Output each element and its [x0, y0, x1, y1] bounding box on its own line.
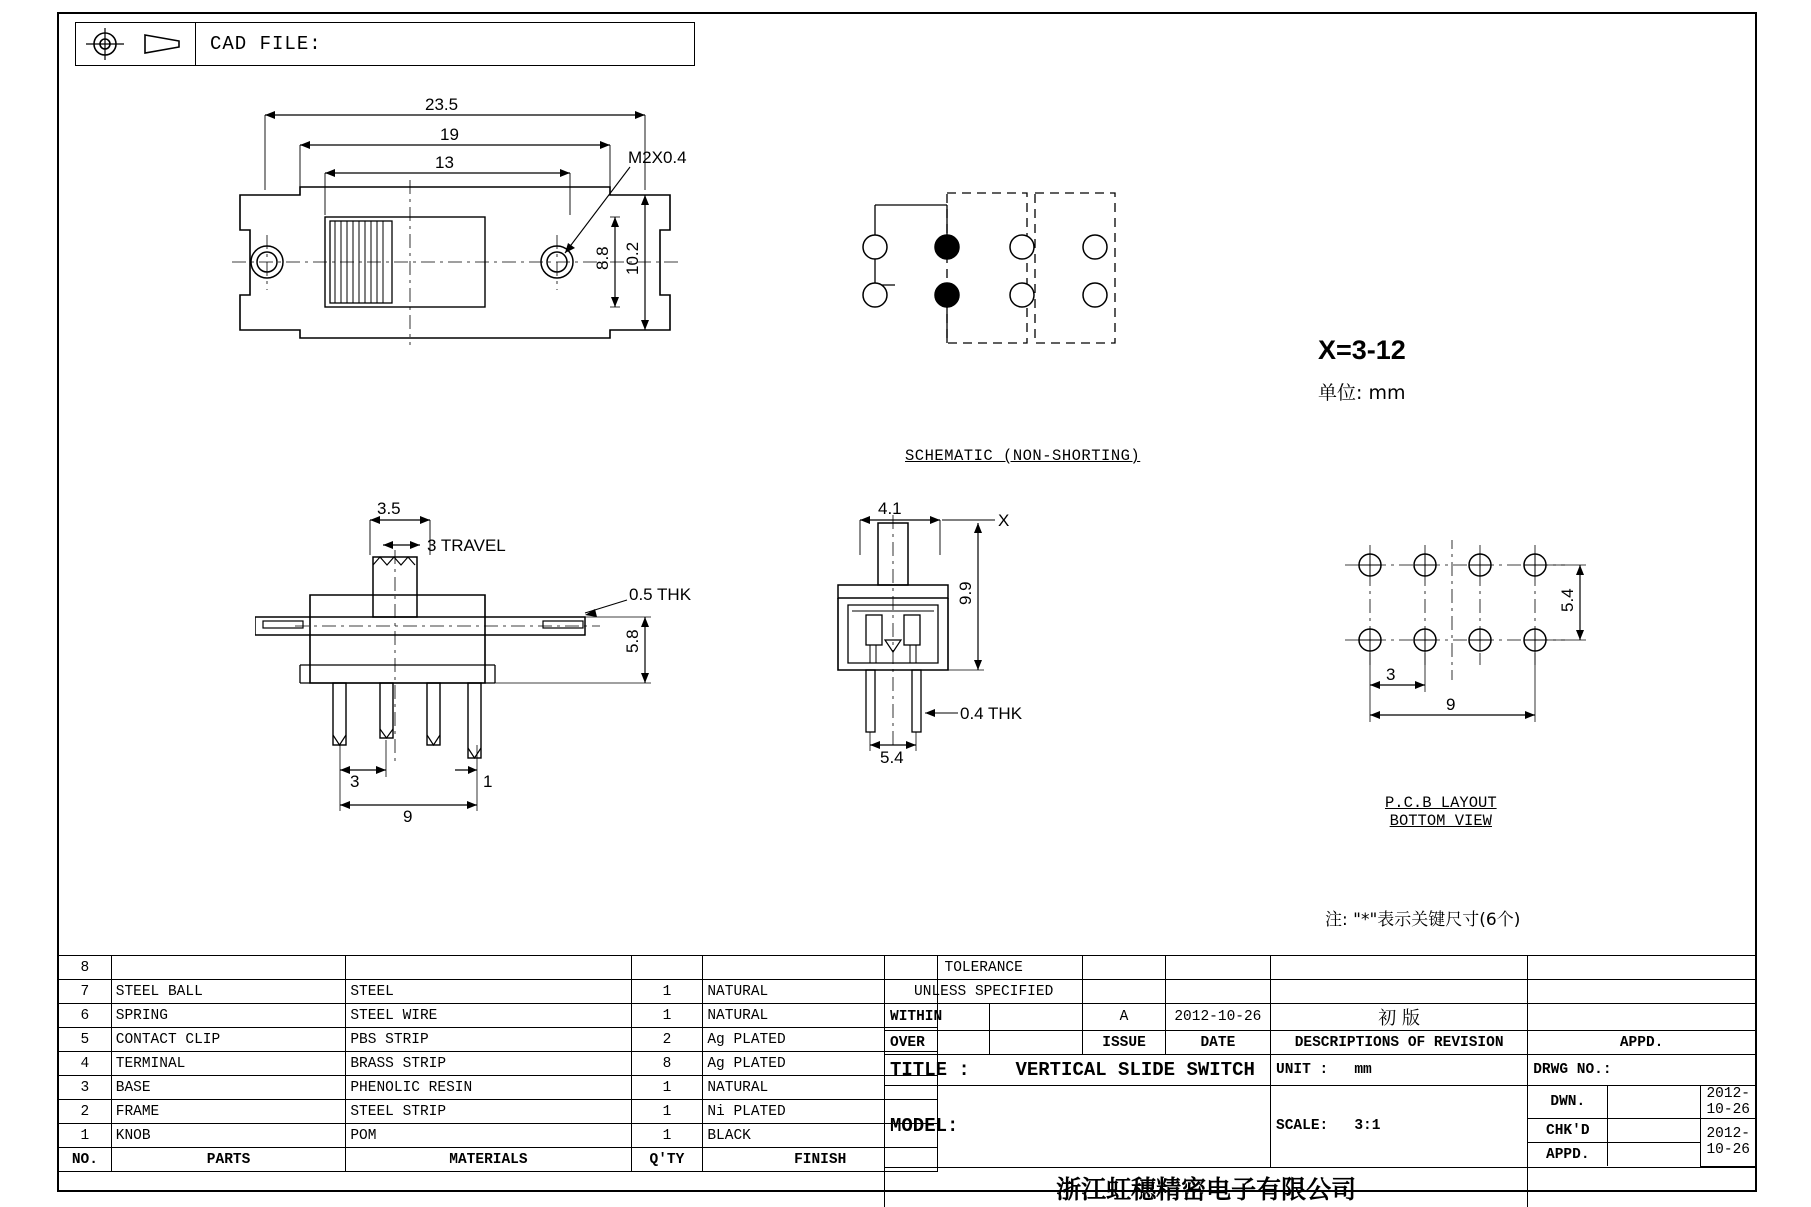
title-label: TITLE : [890, 1059, 970, 1081]
bom-no: 4 [59, 1052, 112, 1076]
title-row [885, 1055, 1271, 1086]
dwn-value [1608, 1086, 1701, 1119]
pcb-layout-drawing [1340, 540, 1620, 790]
appd-blank-2 [1528, 980, 1756, 1004]
svg-text:X: X [998, 511, 1010, 530]
bom-table [58, 955, 938, 1172]
svg-text:19: 19 [440, 125, 459, 144]
title-value: VERTICAL SLIDE SWITCH [1015, 1059, 1255, 1081]
bom-no: 5 [59, 1028, 112, 1052]
bom-no: 2 [59, 1100, 112, 1124]
tolerance-blank-1 [1083, 956, 1165, 980]
appd-value-row [1608, 1143, 1701, 1167]
bom-material: STEEL WIRE [346, 1004, 631, 1028]
table-row [59, 956, 938, 980]
drwg-no-cell [1528, 1055, 1756, 1086]
bom-no: 3 [59, 1076, 112, 1100]
within-value [989, 1004, 1083, 1031]
table-row [59, 1052, 938, 1076]
svg-text:1: 1 [483, 772, 493, 791]
scale-cell [1271, 1086, 1528, 1168]
svg-text:9: 9 [1446, 695, 1456, 714]
over-value [989, 1031, 1083, 1055]
tolerance-label-1: TOLERANCE [885, 956, 1083, 980]
bom-col-no: NO. [59, 1148, 112, 1172]
bom-col-finish: FINISH [703, 1148, 938, 1172]
appd-header: APPD. [1528, 1031, 1756, 1055]
bom-material: STEEL [346, 980, 631, 1004]
svg-text:5.4: 5.4 [1558, 588, 1577, 612]
scale-value: 3:1 [1354, 1118, 1381, 1135]
svg-text:23.5: 23.5 [425, 95, 459, 114]
dwn-date: 2012-10-26 [1701, 1086, 1755, 1119]
issue-label: ISSUE [1083, 1031, 1165, 1055]
appd-value [1528, 1004, 1756, 1031]
bom-qty: 1 [631, 1124, 703, 1148]
front-view-drawing [830, 495, 1160, 855]
chkd-value [1608, 1119, 1701, 1143]
table-row [59, 1076, 938, 1100]
side-view-drawing [255, 495, 815, 855]
top-view-drawing [220, 95, 780, 375]
revision-desc-value: 初 版 [1271, 1004, 1528, 1031]
scale-label: SCALE: [1276, 1118, 1329, 1135]
appd-date: 2012-10-26 [1701, 1119, 1755, 1167]
bom-header-row [59, 1148, 938, 1172]
svg-text:M2X0.4: M2X0.4 [628, 148, 687, 167]
tolerance-blank-3 [1083, 980, 1165, 1004]
svg-text:9: 9 [403, 807, 413, 826]
svg-text:9.9: 9.9 [956, 581, 975, 605]
date-value: 2012-10-26 [1165, 1004, 1270, 1031]
bom-finish: BLACK [703, 1124, 938, 1148]
svg-text:3: 3 [350, 772, 360, 791]
bom-col-qty: Q'TY [631, 1148, 703, 1172]
company-spacer [1528, 1167, 1756, 1207]
svg-text:0.4 THK: 0.4 THK [960, 704, 1023, 723]
cad-file-header [75, 22, 695, 66]
bom-finish: Ag PLATED [703, 1052, 938, 1076]
bom-finish: NATURAL [703, 980, 938, 1004]
bom-no: 1 [59, 1124, 112, 1148]
bom-finish: Ag PLATED [703, 1028, 938, 1052]
unit-label: UNIT : [1276, 1062, 1329, 1078]
tolerance-label-2: UNLESS SPECIFIED [885, 980, 1083, 1004]
model-row [885, 1086, 1271, 1168]
bom-col-parts: PARTS [111, 1148, 346, 1172]
revision-blank-1 [1271, 956, 1528, 980]
svg-text:8.8: 8.8 [593, 246, 612, 270]
tolerance-blank-2 [1165, 956, 1270, 980]
title-block [884, 955, 1756, 1207]
bom-material: POM [346, 1124, 631, 1148]
model-label: MODEL: [890, 1115, 959, 1138]
cad-file-label: CAD FILE: [210, 33, 322, 55]
appd-label: APPD. [1528, 1143, 1608, 1167]
bom-part: SPRING [111, 1004, 346, 1028]
svg-text:5.8: 5.8 [623, 629, 642, 653]
svg-text:3.5: 3.5 [377, 499, 401, 518]
bom-qty: 1 [631, 1076, 703, 1100]
within-label: WITHIN [885, 1004, 990, 1031]
table-row [59, 1100, 938, 1124]
bom-material: STEEL STRIP [346, 1100, 631, 1124]
bom-part: KNOB [111, 1124, 346, 1148]
bom-material: PHENOLIC RESIN [346, 1076, 631, 1100]
table-row [59, 1028, 938, 1052]
bom-qty: 1 [631, 1004, 703, 1028]
revision-desc-header: DESCRIPTIONS OF REVISION [1271, 1031, 1528, 1055]
bom-part: FRAME [111, 1100, 346, 1124]
over-label: OVER [885, 1031, 990, 1055]
first-angle-projection-icon [76, 23, 196, 65]
bom-qty: 2 [631, 1028, 703, 1052]
unit-note: 单位: mm [1318, 382, 1406, 404]
pcb-caption-line2: BOTTOM VIEW [1389, 811, 1492, 830]
bom-material: PBS STRIP [346, 1028, 631, 1052]
bom-part: CONTACT CLIP [111, 1028, 346, 1052]
bom-qty: 1 [631, 1100, 703, 1124]
svg-text:3 TRAVEL: 3 TRAVEL [427, 536, 506, 555]
appd-blank-1 [1528, 956, 1756, 980]
chkd-label: CHK'D [1528, 1119, 1608, 1143]
svg-text:3: 3 [1386, 665, 1396, 684]
dwn-label: DWN. [1528, 1086, 1608, 1119]
bom-part: TERMINAL [111, 1052, 346, 1076]
bom-material [346, 956, 631, 980]
schematic-caption: SCHEMATIC (NON-SHORTING) [905, 447, 1141, 465]
bom-finish: Ni PLATED [703, 1100, 938, 1124]
revision-blank-2 [1271, 980, 1528, 1004]
signoff-cell [1528, 1086, 1756, 1168]
pcb-caption-line1: P.C.B LAYOUT [1385, 794, 1497, 812]
key-dimension-note: 注: "*"表示关键尺寸(6个) [1325, 910, 1521, 930]
tolerance-blank-4 [1165, 980, 1270, 1004]
drwg-no-label: DRWG NO.: [1533, 1062, 1612, 1078]
table-row [59, 1124, 938, 1148]
svg-text:5.4: 5.4 [880, 748, 904, 767]
table-row [59, 1004, 938, 1028]
bom-finish: NATURAL [703, 1076, 938, 1100]
unit-cell [1271, 1055, 1528, 1086]
x-value-note: X=3-12 [1318, 335, 1406, 365]
svg-text:4.1: 4.1 [878, 499, 902, 518]
bom-no: 7 [59, 980, 112, 1004]
unit-value: mm [1354, 1062, 1372, 1078]
table-row [59, 980, 938, 1004]
pcb-layout-caption [1385, 795, 1497, 831]
svg-text:0.5 THK: 0.5 THK [629, 585, 692, 604]
bom-no: 6 [59, 1004, 112, 1028]
bom-part [111, 956, 346, 980]
company-name: 浙江虹穗精密电子有限公司 [885, 1167, 1528, 1207]
bom-qty: 8 [631, 1052, 703, 1076]
schematic-drawing [855, 185, 1155, 395]
bom-material: BRASS STRIP [346, 1052, 631, 1076]
bom-part: STEEL BALL [111, 980, 346, 1004]
issue-value: A [1083, 1004, 1165, 1031]
bom-no: 8 [59, 956, 112, 980]
bom-qty [631, 956, 703, 980]
svg-text:10.2: 10.2 [623, 241, 642, 275]
svg-text:13: 13 [435, 153, 454, 172]
date-label: DATE [1165, 1031, 1270, 1055]
bom-col-materials: MATERIALS [346, 1148, 631, 1172]
bom-finish: NATURAL [703, 1004, 938, 1028]
bom-part: BASE [111, 1076, 346, 1100]
bom-qty: 1 [631, 980, 703, 1004]
